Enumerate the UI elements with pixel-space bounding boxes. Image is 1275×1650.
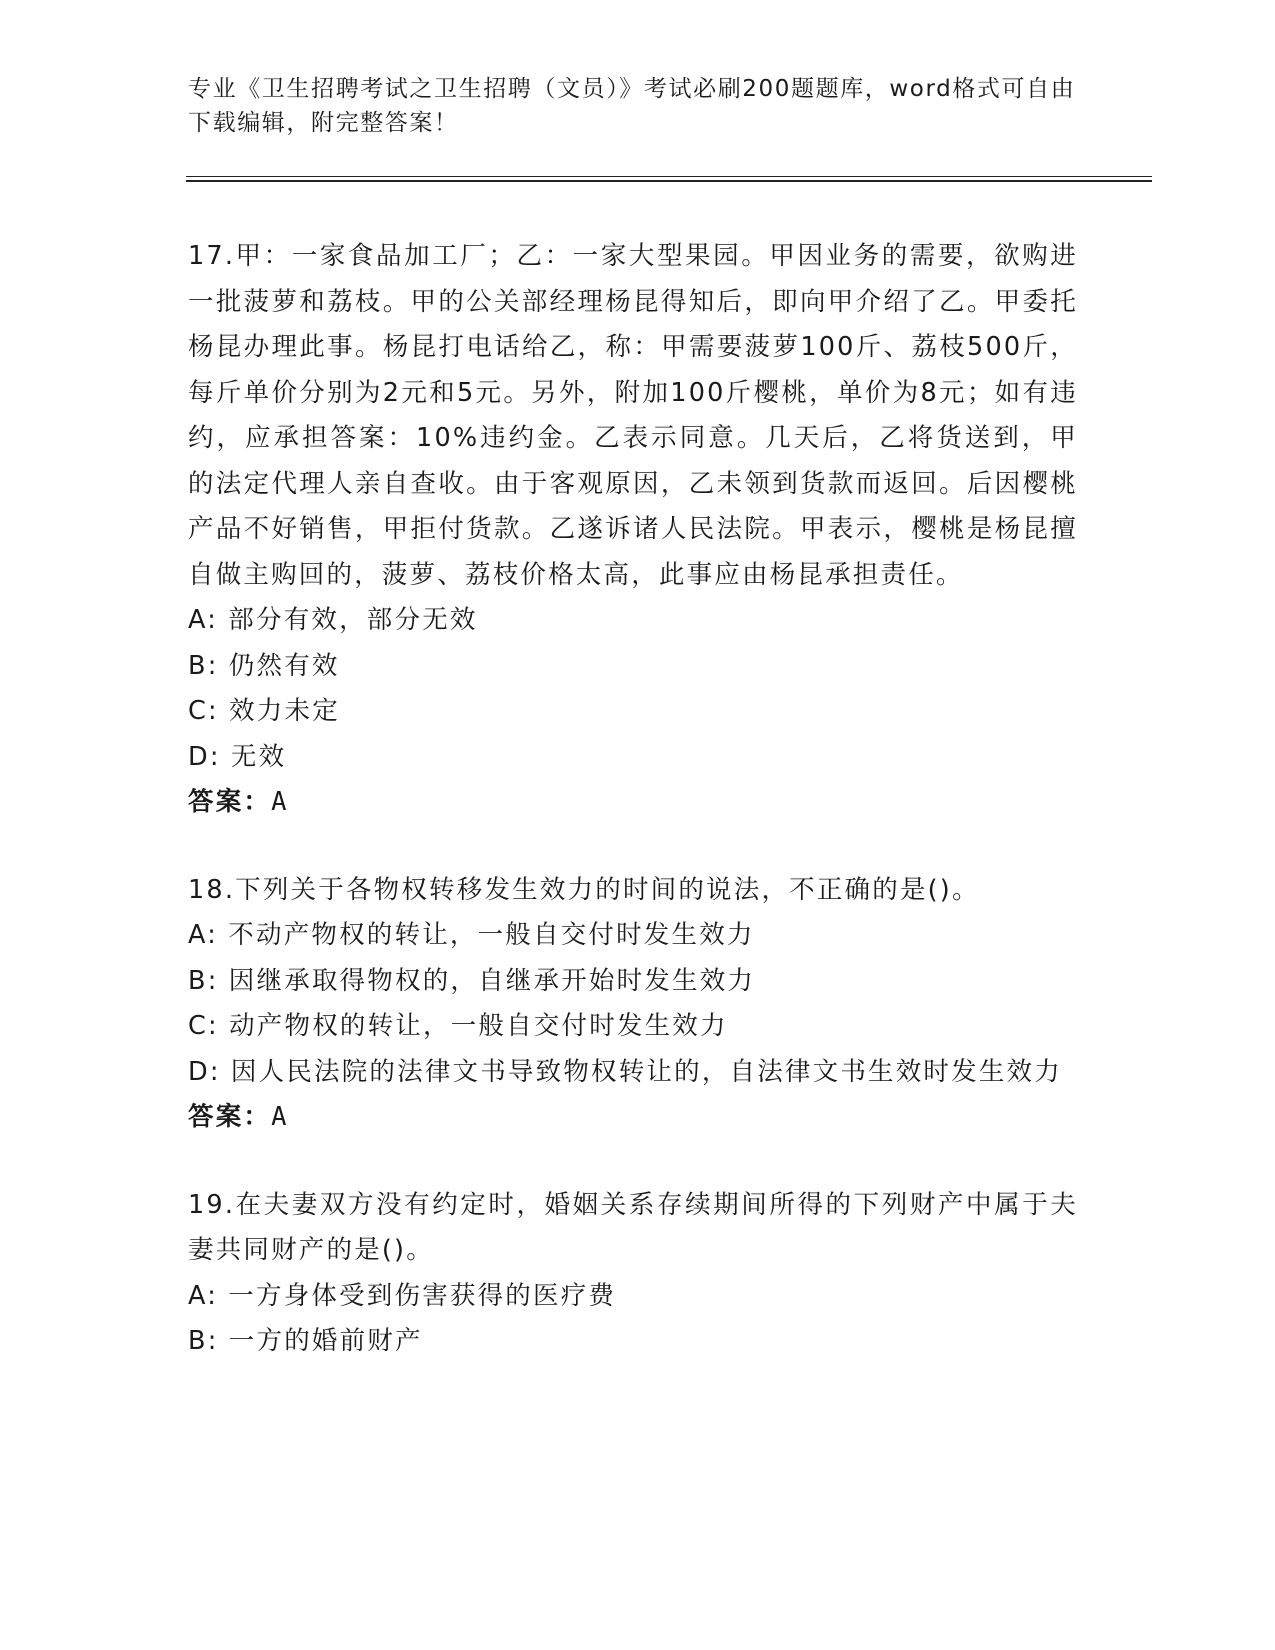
option-d: D: 无效	[188, 741, 287, 772]
header-divider-thin	[186, 176, 1152, 177]
answer-value: A	[271, 787, 289, 817]
question-17	[188, 234, 1078, 826]
answer-label: 答案：	[188, 1102, 272, 1132]
question-stem: 18.下列关于各物权转移发生效力的时间的说法，不正确的是()。	[188, 874, 980, 905]
question-18	[188, 868, 1078, 1141]
question-list	[188, 234, 1078, 1407]
option-c: C: 效力未定	[188, 696, 340, 726]
option-a: A: 不动产物权的转让，一般自交付时发生效力	[188, 920, 755, 950]
option-a: A: 部分有效，部分无效	[188, 605, 478, 635]
option-b: B: 仍然有效	[188, 650, 340, 681]
option-a: A: 一方身体受到伤害获得的医疗费	[188, 1280, 617, 1311]
answer-line	[188, 1095, 1078, 1141]
answer-value: A	[271, 1102, 289, 1132]
option-c: C: 动产物权的转让，一般自交付时发生效力	[188, 1011, 728, 1041]
question-19	[188, 1183, 1078, 1365]
answer-line	[188, 780, 1078, 826]
option-d: D: 因人民法院的法律文书导致物权转让的，自法律文书生效时发生效力	[188, 1056, 1062, 1087]
document-header: 专业《卫生招聘考试之卫生招聘（文员）》考试必刷200题题库，word格式可自由下载编辑，附完整答案！	[188, 76, 1076, 136]
option-b: B: 一方的婚前财产	[188, 1326, 423, 1356]
answer-label: 答案：	[188, 787, 272, 817]
question-stem: 19.在夫妻双方没有约定时，婚姻关系存续期间所得的下列财产中属于夫妻共同财产的是()。	[188, 1189, 1078, 1265]
question-stem: 17.甲：一家食品加工厂；乙：一家大型果园。甲因业务的需要，欲购进一批菠萝和荔枝。甲的公关部经理杨昆得知后，即向甲介绍了乙。甲委托杨昆办理此事。杨昆打电话给乙，称：甲需要菠萝100斤、荔枝500斤，每斤单价分别为2元和5元。另外，附加100斤樱桃，单价为8元；如有违约，应承担答案：10%违约金。乙表示同意。几天后，乙将货送到，甲的法定代理人亲自查收。由于客观原因，乙未领到货款而返回。后因樱桃产品不好销售，甲拒付货款。乙遂诉诸人民法院。甲表示，樱桃是杨昆擅自做主购回的，菠萝、荔枝价格太高，此事应由杨昆承担责任。	[188, 241, 1078, 590]
option-b: B: 因继承取得物权的，自继承开始时发生效力	[188, 965, 756, 996]
header-divider-thick	[186, 180, 1152, 182]
